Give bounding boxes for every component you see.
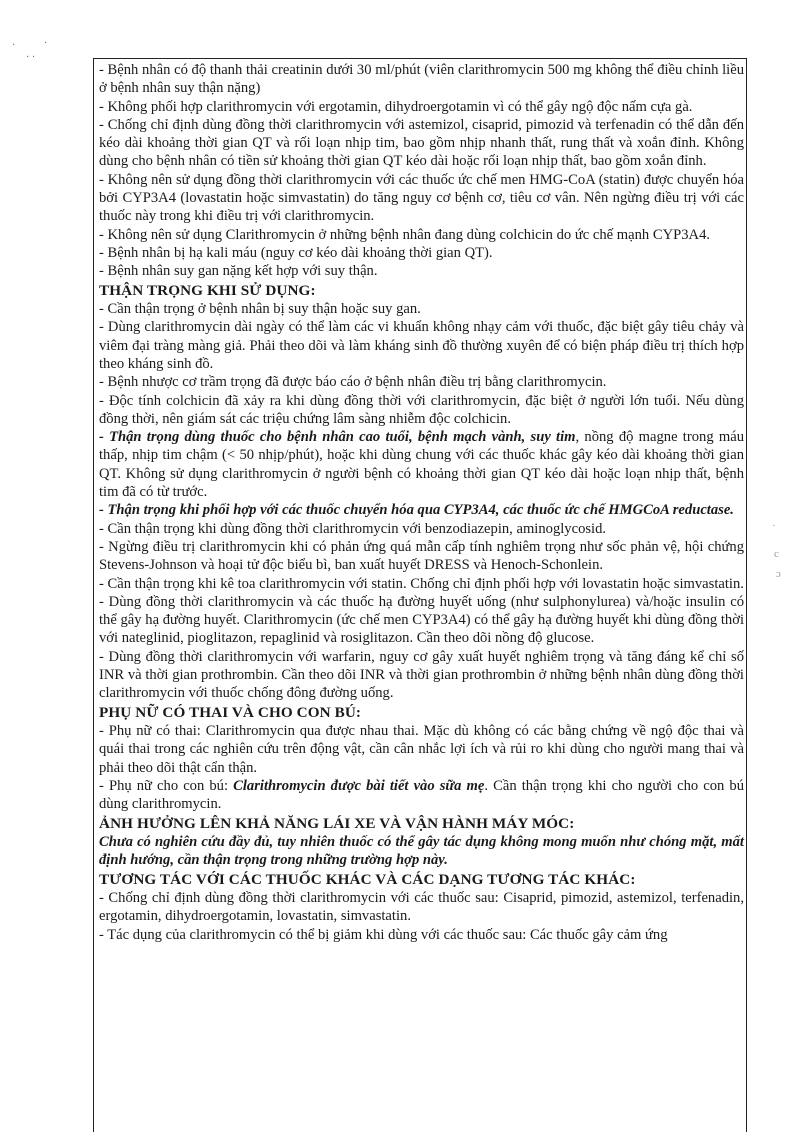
paragraph: - Không phối hợp clarithromycin với ergotamin, dihydroergotamin vì có thể gây ngộ độc nấm cựa gà. — [99, 98, 693, 115]
paragraph-text: , nồng độ magne trong máu thấp, nhịp tim chậm (< 50 nhịp/phút), hoặc khi dùng chung với các thuốc khác gây kéo dài khoảng thời gian QT. Không sử dụng clarithromycin ở người bệnh có khoảng thời gian QT kéo dài hoặc loạn nhịp thất, bệnh tim đã có từ trước. — [99, 429, 744, 501]
margin-mark: c — [774, 548, 779, 560]
section-heading: ẢNH HƯỞNG LÊN KHẢ NĂNG LÁI XE VÀ VẬN HÀNH MÁY MÓC: — [99, 814, 575, 832]
emphasis-text: Clarithromycin được bài tiết vào sữa mẹ — [233, 777, 485, 794]
margin-mark: ɔ — [776, 568, 781, 580]
paragraph: - Phụ nữ có thai: Clarithromycin qua được nhau thai. Mặc dù không có các bằng chứng về ngộ độc thai và quái thai trong các nghiên cứu trên động vật, cần cân nhắc lợi ích và rủi ro khi dùng cho người mang thai và phải theo dõi thật cẩn thận. — [99, 723, 744, 776]
paragraph — [99, 777, 744, 814]
scan-speck: · — [44, 38, 48, 49]
paragraph: - Chống chỉ định dùng đồng thời clarithromycin với các thuốc sau: Cisaprid, pimozid, astemizol, terfenadin, ergotamin, dihydroergotamin, lovastatin, simvastatin. — [99, 890, 744, 925]
document-body — [99, 61, 744, 944]
paragraph: - Bệnh nhân bị hạ kali máu (nguy cơ kéo dài khoảng thời gian QT). — [99, 244, 493, 261]
paragraph: - Bệnh nhân có độ thanh thải creatinin dưới 30 ml/phút (viên clarithromycin 500 mg không thể điều chỉnh liều ở bệnh nhân suy thận nặng) — [99, 62, 744, 97]
paragraph: - Chống chỉ định dùng đồng thời clarithromycin với astemizol, cisaprid, pimozid và terfenadin có thể dẫn đến kéo dài khoảng thời gian QT và rối loạn nhịp tim, bao gồm nhịp nhanh thất, rung thất và xoắn đỉnh. Không dùng cho bệnh nhân có tiền sử khoảng thời gian QT kéo dài hoặc rối loạn nhịp thất, bao gồm xoắn đỉnh. — [99, 116, 744, 170]
paragraph — [99, 428, 744, 501]
paragraph: - Cần thận trọng ở bệnh nhân bị suy thận hoặc suy gan. — [99, 301, 421, 318]
paragraph: - Dùng đồng thời clarithromycin và các thuốc hạ đường huyết uống (như sulphonylurea) và/hoặc insulin có thể gây hạ đường huyết. Clarithromycin (ức chế men CYP3A4) có thể gây hạ đường huyết khi dùng đồng thời với nateglinid, pioglitazon, repaglinid và rosiglitazon. Cần theo dõi nồng độ glucose. — [99, 593, 744, 647]
paragraph: - Không nên sử dụng Clarithromycin ở những bệnh nhân đang dùng colchicin do ức chế mạnh CYP3A4. — [99, 226, 711, 243]
paragraph: - Bệnh nhân suy gan nặng kết hợp với suy thận. — [99, 263, 378, 280]
paragraph: - Cần thận trọng khi kê toa clarithromycin với statin. Chống chỉ định phối hợp với lovastatin hoặc simvastatin. — [99, 575, 744, 592]
scan-speck: · · — [26, 52, 36, 63]
emphasis-text: - Thận trọng dùng thuốc cho bệnh nhân cao tuổi, bệnh mạch vành, suy tim — [99, 429, 576, 446]
margin-mark: · — [772, 520, 776, 532]
paragraph: - Ngừng điều trị clarithromycin khi có phản ứng quá mẫn cấp tính nghiêm trọng như sốc phản vệ, hội chứng Stevens-Johnson và hoại tử độc biểu bì, ban xuất huyết DRESS và Henoch-Schonlein. — [99, 538, 744, 574]
paragraph: - Bệnh nhược cơ trầm trọng đã được báo cáo ở bệnh nhân điều trị bằng clarithromycin. — [99, 374, 607, 391]
paragraph-text: . Cần thận trọng khi cho người cho con bú dùng clarithromycin. — [99, 777, 745, 813]
paragraph: - Độc tính colchicin đã xảy ra khi dùng đồng thời với clarithromycin, đặc biệt ở người lớn tuổi. Nếu dùng đồng thời, nên giám sát các triệu chứng lâm sàng nhiễm độc colchicin. — [99, 392, 744, 427]
scan-speck: · — [12, 40, 16, 51]
section-heading: TƯƠNG TÁC VỚI CÁC THUỐC KHÁC VÀ CÁC DẠNG TƯƠNG TÁC KHÁC: — [99, 870, 636, 888]
paragraph: - Dùng clarithromycin dài ngày có thể làm các vi khuẩn không nhạy cảm với thuốc, đặc biệt gây tiêu chảy và viêm đại tràng màng giả. Phải theo dõi và làm kháng sinh đồ thường xuyên để có biện pháp điều trị thích hợp theo kháng sinh đồ. — [99, 319, 744, 372]
paragraph: - Dùng đồng thời clarithromycin với warfarin, nguy cơ gây xuất huyết nghiêm trọng và tăng đáng kể chỉ số INR và thời gian prothrombin. Cần theo dõi INR và thời gian prothrombin ở những bệnh nhân dùng đồng thời clarithromycin với thuốc chống đông đường uống. — [99, 648, 744, 702]
section-heading: THẬN TRỌNG KHI SỬ DỤNG: — [99, 281, 316, 299]
emphasis-paragraph: - Thận trọng khi phối hợp với các thuốc chuyển hóa qua CYP3A4, các thuốc ức chế HMGCoA reductase. — [99, 502, 734, 519]
paragraph: - Không nên sử dụng đồng thời clarithromycin với các thuốc ức chế men HMG-CoA (statin) được chuyển hóa bởi CYP3A4 (lovastatin hoặc simvastatin) do tăng nguy cơ bệnh cơ, tiêu cơ vân. Nên ngừng điều trị với các thuốc này trong khi điều trị với clarithromycin. — [99, 171, 744, 225]
section-heading: PHỤ NỮ CÓ THAI VÀ CHO CON BÚ: — [99, 703, 362, 721]
paragraph-text: - Phụ nữ cho con bú: — [99, 777, 234, 794]
paragraph: - Tác dụng của clarithromycin có thể bị giảm khi dùng với các thuốc sau: Các thuốc gây cảm ứng — [99, 926, 668, 943]
emphasis-paragraph: Chưa có nghiên cứu đầy đủ, tuy nhiên thuốc có thể gây tác dụng không mong muốn như chóng mặt, mất định hướng, cần thận trọng trong những trường hợp này. — [99, 834, 744, 869]
paragraph: - Cần thận trọng khi dùng đồng thời clarithromycin với benzodiazepin, aminoglycosid. — [99, 520, 607, 537]
